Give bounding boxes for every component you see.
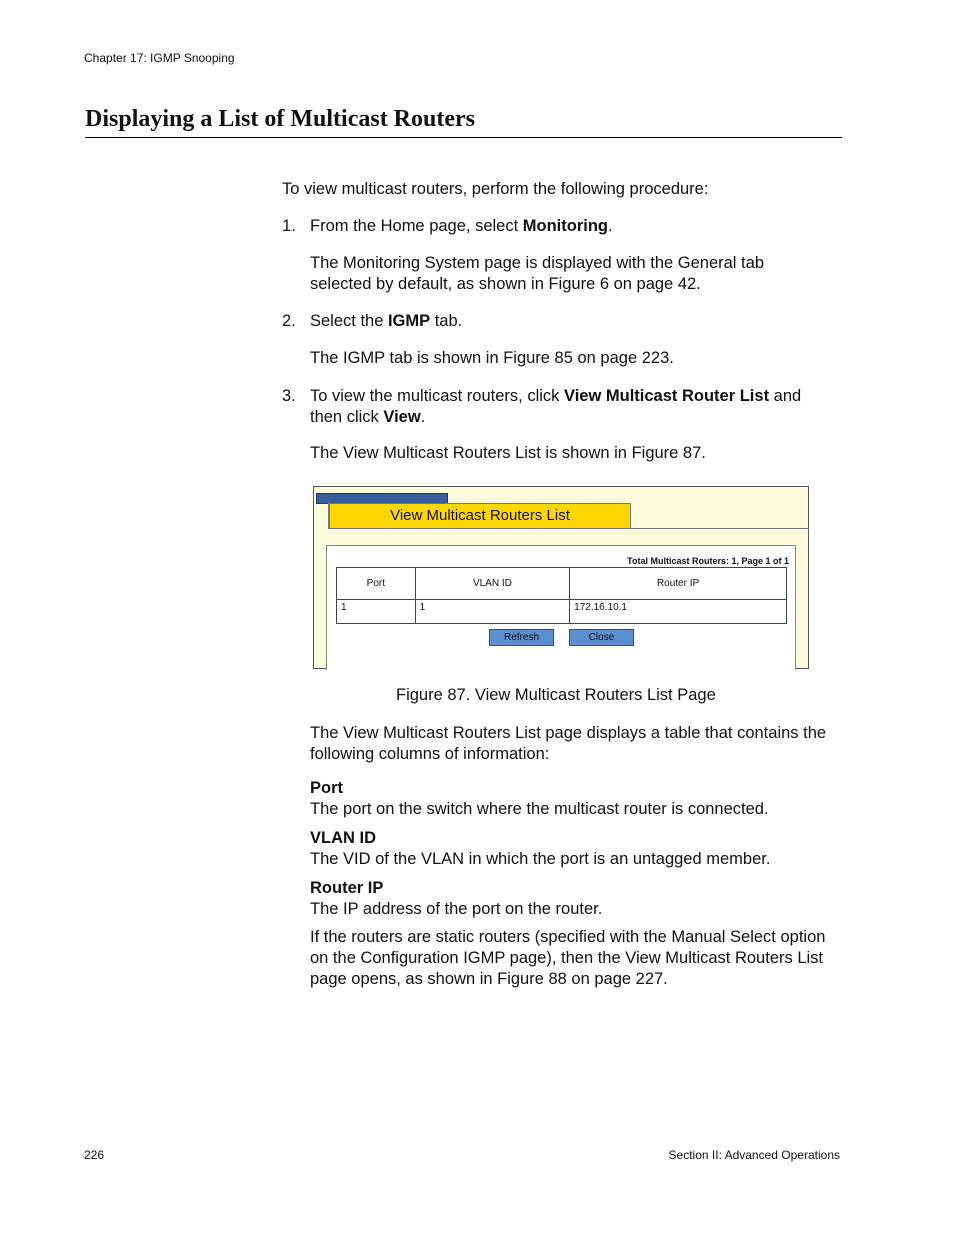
table-row bbox=[337, 600, 787, 624]
term-title: Port bbox=[310, 779, 343, 797]
term-title: VLAN ID bbox=[310, 829, 376, 847]
step-text: Select the IGMP tab. bbox=[310, 312, 463, 330]
step-2 bbox=[282, 311, 842, 332]
step-text: From the Home page, select Monitoring. bbox=[310, 217, 613, 235]
closing-paragraph: If the routers are static routers (specified with the Manual Select option on the Configuration IGMP page), then the View Multicast Routers List page opens, as shown in Figure 88 on page 227. bbox=[310, 928, 826, 988]
step-text: To view the multicast routers, click View Multicast Router List and then click View. bbox=[310, 387, 802, 426]
cell-router-ip: 172.16.10.1 bbox=[570, 600, 787, 624]
term-router-ip bbox=[310, 878, 602, 920]
term-vlan-id bbox=[310, 828, 770, 870]
step-1-note: The Monitoring System page is displayed with the General tab selected by default, as shown in Figure 6 on page 42. bbox=[310, 254, 764, 293]
term-definition: The port on the switch where the multicast router is connected. bbox=[310, 800, 769, 818]
step-number: 3. bbox=[282, 387, 296, 405]
table-header-row bbox=[337, 568, 787, 600]
column-header-vlan-id: VLAN ID bbox=[415, 568, 569, 600]
page-number: 226 bbox=[84, 1148, 105, 1162]
term-title: Router IP bbox=[310, 879, 384, 897]
step-number: 1. bbox=[282, 217, 296, 235]
step-number: 2. bbox=[282, 312, 296, 330]
figure-caption: Figure 87. View Multicast Routers List Page bbox=[396, 686, 716, 704]
cell-port: 1 bbox=[337, 600, 416, 624]
section-footer: Section II: Advanced Operations bbox=[668, 1148, 840, 1162]
term-port bbox=[310, 778, 769, 820]
list-panel bbox=[326, 545, 796, 670]
page-title: Displaying a List of Multicast Routers bbox=[85, 106, 842, 138]
step-2-note: The IGMP tab is shown in Figure 85 on page 223. bbox=[310, 349, 674, 367]
total-routers-text: Total Multicast Routers: 1, Page 1 of 1 bbox=[627, 556, 789, 566]
routers-table bbox=[336, 567, 787, 624]
step-3 bbox=[282, 386, 842, 428]
term-definition: The VID of the VLAN in which the port is an untagged member. bbox=[310, 850, 771, 868]
column-header-port: Port bbox=[337, 568, 416, 600]
figure-screenshot bbox=[313, 486, 809, 669]
tab-view-multicast-routers-list[interactable]: View Multicast Routers List bbox=[329, 503, 631, 529]
step-3-note: The View Multicast Routers List is shown in Figure 87. bbox=[310, 444, 706, 462]
refresh-button[interactable]: Refresh bbox=[489, 629, 554, 646]
term-definition: The IP address of the port on the router. bbox=[310, 900, 603, 918]
column-header-router-ip: Router IP bbox=[570, 568, 787, 600]
description: The View Multicast Routers List page displays a table that contains the following columns of information: bbox=[310, 724, 827, 763]
running-head: Chapter 17: IGMP Snooping bbox=[84, 51, 235, 65]
cell-vlan-id: 1 bbox=[415, 600, 569, 624]
close-button[interactable]: Close bbox=[569, 629, 634, 646]
step-1 bbox=[282, 216, 842, 237]
intro-text: To view multicast routers, perform the following procedure: bbox=[282, 180, 709, 198]
